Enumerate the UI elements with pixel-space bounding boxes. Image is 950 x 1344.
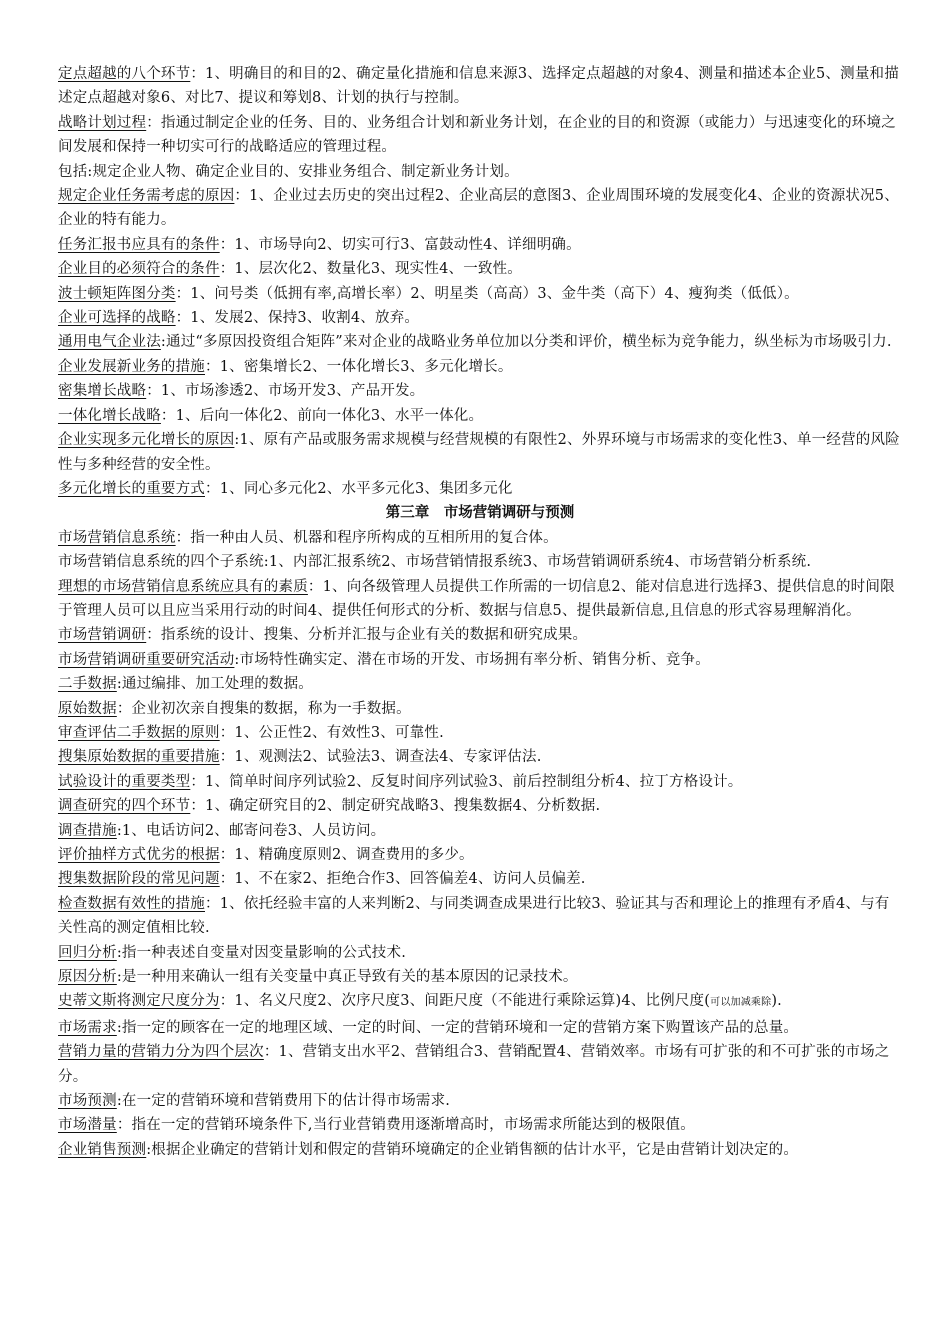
paragraph-body: :通过编排、加工处理的数据。 (116, 676, 313, 693)
term-label: 营销力量的营销力分为四个层次 (58, 1044, 264, 1061)
paragraph (58, 1016, 902, 1040)
paragraph (58, 355, 902, 379)
paragraph (58, 330, 902, 354)
paragraph-body: :1、电话访问2、邮寄问卷3、人员访问。 (116, 822, 386, 839)
paragraph-body: ：1、同心多元化2、水平多元化3、集团多元化 (205, 480, 513, 497)
term-label: 波士顿矩阵图分类 (58, 285, 176, 302)
paragraph-body: ：1、确定研究目的2、制定研究战略3、搜集数据4、分析数据. (190, 798, 601, 815)
paragraph-body: ：1、营销支出水平2、营销组合3、营销配置4、营销效率。市场有可扩张的和不可扩张的市场之分。 (58, 1044, 890, 1085)
paragraph (58, 306, 902, 330)
paragraph-body: :在一定的营销环境和营销费用下的估计得市场需求. (116, 1093, 451, 1110)
term-label: 一体化增长战略 (58, 407, 161, 424)
paragraph-body: ：1、企业过去历史的突出过程2、企业高层的意图3、企业周围环境的发展变化4、企业的资源状况5、企业的特有能力。 (58, 188, 899, 229)
term-label: 评价抽样方式优劣的根据 (58, 847, 220, 863)
term-label: 企业销售预测 (58, 1141, 147, 1158)
paragraph-body: ：1、观测法2、试验法3、调查法4、专家评估法. (219, 749, 542, 766)
paragraph (58, 819, 902, 843)
paragraph-body: ：指通过制定企业的任务、目的、业务组合计划和新业务计划，在企业的目的和资源（或能力）与迅速变化的环境之间发展和保持一种切实可行的战略适应的管理过程。 (58, 114, 896, 156)
paragraph-body: :是一种用来确认一组有关变量中真正导致有关的基本原因的记录技术。 (116, 969, 578, 986)
term-label: 审查评估二手数据的原则 (58, 724, 220, 741)
paragraph (58, 257, 902, 281)
paragraph (58, 770, 902, 794)
paragraph-body: :市场特性确实定、潜在市场的开发、市场拥有率分析、销售分析、竞争。 (234, 651, 710, 668)
term-label: 搜集原始数据的重要措施 (58, 749, 220, 766)
term-label: 检查数据有效性的措施 (58, 895, 205, 912)
term-label: 市场需求 (58, 1019, 117, 1036)
paragraph-body: 包括:规定企业人物、确定企业目的、安排业务组合、制定新业务计划。 (58, 163, 519, 180)
chapter-three-section (58, 526, 902, 1163)
paragraph (58, 404, 902, 428)
paragraph-body: ：1、精确度原则2、调查费用的多少。 (219, 847, 474, 863)
chapter-heading: 第三章 市场营销调研与预测 (385, 505, 575, 522)
term-label: 企业目的必须符合的条件 (58, 261, 220, 278)
paragraph (58, 233, 902, 257)
paragraph (58, 62, 902, 111)
paragraph (58, 1138, 902, 1162)
paragraph-body: ：1、问号类（低拥有率,高增长率）2、明星类（高高）3、金牛类（高下）4、瘦狗类（低低）。 (175, 285, 799, 302)
term-label: 理想的市场营销信息系统应具有的素质 (58, 578, 308, 595)
paragraph-body: ：1、市场渗透2、市场开发3、产品开发。 (146, 383, 425, 400)
chapter-two-section (58, 62, 902, 501)
paragraph-body: ：1、公正性2、有效性3、可靠性. (219, 724, 444, 741)
paragraph (58, 989, 902, 1015)
term-label: 企业发展新业务的措施 (58, 358, 205, 375)
paragraph (58, 672, 902, 696)
paragraph (58, 160, 902, 184)
paragraph-body: ：1、名义尺度2、次序尺度3、间距尺度（不能进行乘除运算)4、比例尺度( (219, 993, 711, 1010)
paragraph-body: ：1、明确目的和目的2、确定量化措施和信息来源3、选择定点超越的对象4、测量和描述本企业5、测量和描述定点超越对象6、对比7、提议和筹划8、计划的执行与控制。 (58, 66, 899, 107)
term-label: 通用电气企业法 (58, 334, 161, 351)
paragraph-tail: ). (771, 993, 782, 1010)
term-label: 战略计划过程 (58, 114, 147, 131)
paragraph-body: ：指系统的设计、搜集、分析并汇报与企业有关的数据和研究成果。 (146, 627, 588, 644)
paragraph (58, 428, 902, 477)
paragraph-body: :指一定的顾客在一定的地理区域、一定的时间、一定的营销环境和一定的营销方案下购置该产品的总量。 (116, 1019, 799, 1036)
paragraph (58, 1040, 902, 1089)
paragraph-body: ：1、依托经验丰富的人来判断2、与同类调查成果进行比较3、验证其与否和理论上的推理有矛盾4、与有关性高的测定值相比较. (58, 895, 890, 937)
term-label: 史蒂文斯将测定尺度分为 (58, 993, 220, 1010)
term-label: 二手数据 (58, 676, 117, 693)
term-label: 回归分析 (58, 944, 117, 961)
paragraph (58, 1089, 902, 1113)
paragraph-body: ：1、不在家2、拒绝合作3、回答偏差4、访问人员偏差. (219, 871, 586, 888)
paragraph-body: ：1、层次化2、数量化3、现实性4、一致性。 (219, 261, 523, 278)
term-label: 试验设计的重要类型 (58, 773, 191, 790)
paragraph (58, 965, 902, 989)
term-label: 市场潜量 (58, 1117, 117, 1134)
term-label: 企业可选择的战略 (58, 310, 176, 327)
paragraph-body: :1、原有产品或服务需求规模与经营规模的有限性2、外界环境与市场需求的变化性3、单一经营的风险性与多种经营的安全性。 (58, 432, 900, 473)
paragraph (58, 892, 902, 941)
small-note: 可以加减乘除 (710, 997, 772, 1009)
paragraph-body: 市场营销信息系统的四个子系统:1、内部汇报系统2、市场营销情报系统3、市场营销调研系统4、市场营销分析系统. (58, 554, 812, 571)
paragraph (58, 1113, 902, 1137)
paragraph (58, 111, 902, 160)
paragraph (58, 721, 902, 745)
paragraph (58, 282, 902, 306)
term-label: 市场营销调研 (58, 627, 147, 644)
paragraph-body: ：1、后向一体化2、前向一体化3、水平一体化。 (160, 407, 484, 424)
paragraph-body: :通过“多原因投资组合矩阵”来对企业的战略业务单位加以分类和评价，横坐标为竞争能力，纵坐标为市场吸引力. (160, 334, 892, 351)
paragraph (58, 867, 902, 891)
paragraph (58, 575, 902, 624)
term-label: 密集增长战略 (58, 383, 147, 400)
paragraph-body: ：指一种由人员、机器和程序所构成的互相所用的复合体。 (175, 529, 558, 546)
paragraph (58, 941, 902, 965)
term-label: 定点超越的八个环节 (58, 66, 191, 82)
term-label: 市场营销调研重要研究活动 (58, 651, 235, 668)
paragraph-body: ：指在一定的营销环境条件下,当行业营销费用逐渐增高时，市场需求所能达到的极限值。 (116, 1117, 695, 1134)
paragraph (58, 697, 902, 721)
paragraph (58, 794, 902, 818)
paragraph-body: ：企业初次亲自搜集的数据，称为一手数据。 (116, 700, 411, 717)
paragraph-body: ：1、简单时间序列试验2、反复时间序列试验3、前后控制组分析4、拉丁方格设计。 (190, 773, 743, 790)
term-label: 多元化增长的重要方式 (58, 480, 205, 497)
term-label: 任务汇报书应具有的条件 (58, 236, 220, 253)
term-label: 市场预测 (58, 1093, 117, 1110)
term-label: 原始数据 (58, 700, 117, 717)
term-label: 调查研究的四个环节 (58, 798, 191, 815)
paragraph-body: ：1、向各级管理人员提供工作所需的一切信息2、能对信息进行选择3、提供信息的时间限于管理人员可以且应当采用行动的时间4、提供任何形式的分析、数据与信息5、提供最新信息,且信息的形式容易理解消化。 (58, 578, 895, 619)
paragraph-body: ：1、密集增长2、一体化增长3、多元化增长。 (205, 358, 513, 375)
paragraph (58, 379, 902, 403)
paragraph-body: ：1、发展2、保持3、收割4、放弃。 (175, 310, 420, 327)
paragraph (58, 550, 902, 574)
paragraph (58, 477, 902, 501)
paragraph (58, 745, 902, 769)
paragraph (58, 184, 902, 233)
paragraph (58, 648, 902, 672)
paragraph-body: :指一种表述自变量对因变量影响的公式技术. (116, 944, 407, 961)
paragraph (58, 526, 902, 550)
paragraph-body: :根据企业确定的营销计划和假定的营销环境确定的企业销售额的估计水平，它是由营销计划决定的。 (146, 1141, 799, 1158)
paragraph-body: ：1、市场导向2、切实可行3、富鼓动性4、详细明确。 (219, 236, 581, 253)
term-label: 企业实现多元化增长的原因 (58, 432, 235, 449)
term-label: 搜集数据阶段的常见问题 (58, 871, 220, 888)
term-label: 规定企业任务需考虑的原因 (58, 188, 235, 205)
term-label: 原因分析 (58, 969, 117, 986)
term-label: 市场营销信息系统 (58, 529, 176, 546)
paragraph (58, 623, 902, 647)
paragraph (58, 843, 902, 867)
term-label: 调查措施 (58, 822, 117, 839)
